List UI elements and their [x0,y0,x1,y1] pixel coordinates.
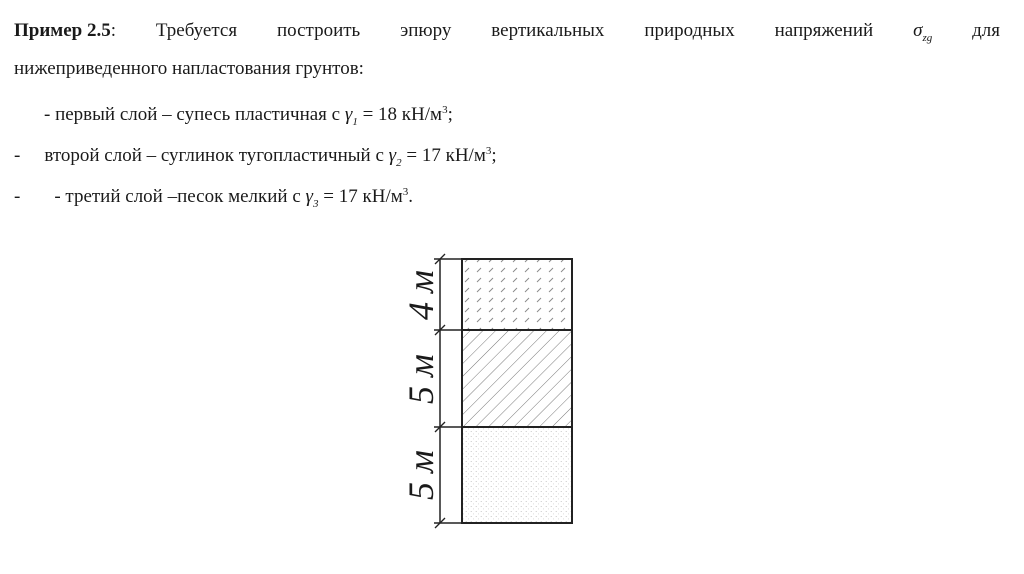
dimension-label-layer-3: 5 м [401,450,441,500]
bullet-dash: - [14,145,21,166]
sigma-zg-symbol: $\sigma_{zg}$ [913,20,933,44]
dimension-label-layer-2: 5 м [401,354,441,404]
bullet-dash: - [14,186,21,207]
layer-1-line: - первый слой – супесь пластичная с $\gamma_1 = 18$ $кН/м^3$; [44,104,453,128]
task-word: построить [276,20,361,41]
soil-profile-diagram [390,245,590,545]
dimension-label-layer-1: 4 м [401,270,441,320]
layer-3-fine-sand [462,427,572,523]
task-word: природных [644,20,735,41]
task-word: для [972,20,1000,41]
layer-1-sandy-loam [462,259,572,330]
layer-2-line: - второй слой – суглинок тугопластичный с $\gamma_2 = 17$ $кН/м^3$; [14,145,497,169]
layer-3-line: - - третий слой –песок мелкий с $\gamma_3 = 17$ $кН/м^3$. [14,186,414,210]
example-heading: Пример 2.5: [14,20,117,41]
task-word: напряжений [774,20,874,41]
task-word: эпюру [400,20,452,41]
task-word: Требуется [155,20,238,41]
layer-2-loam [462,330,572,427]
task-line-2: нижеприведенного напластования грунтов: [14,58,364,79]
task-word: вертикальных [491,20,605,41]
task-line-1 [14,16,1000,53]
